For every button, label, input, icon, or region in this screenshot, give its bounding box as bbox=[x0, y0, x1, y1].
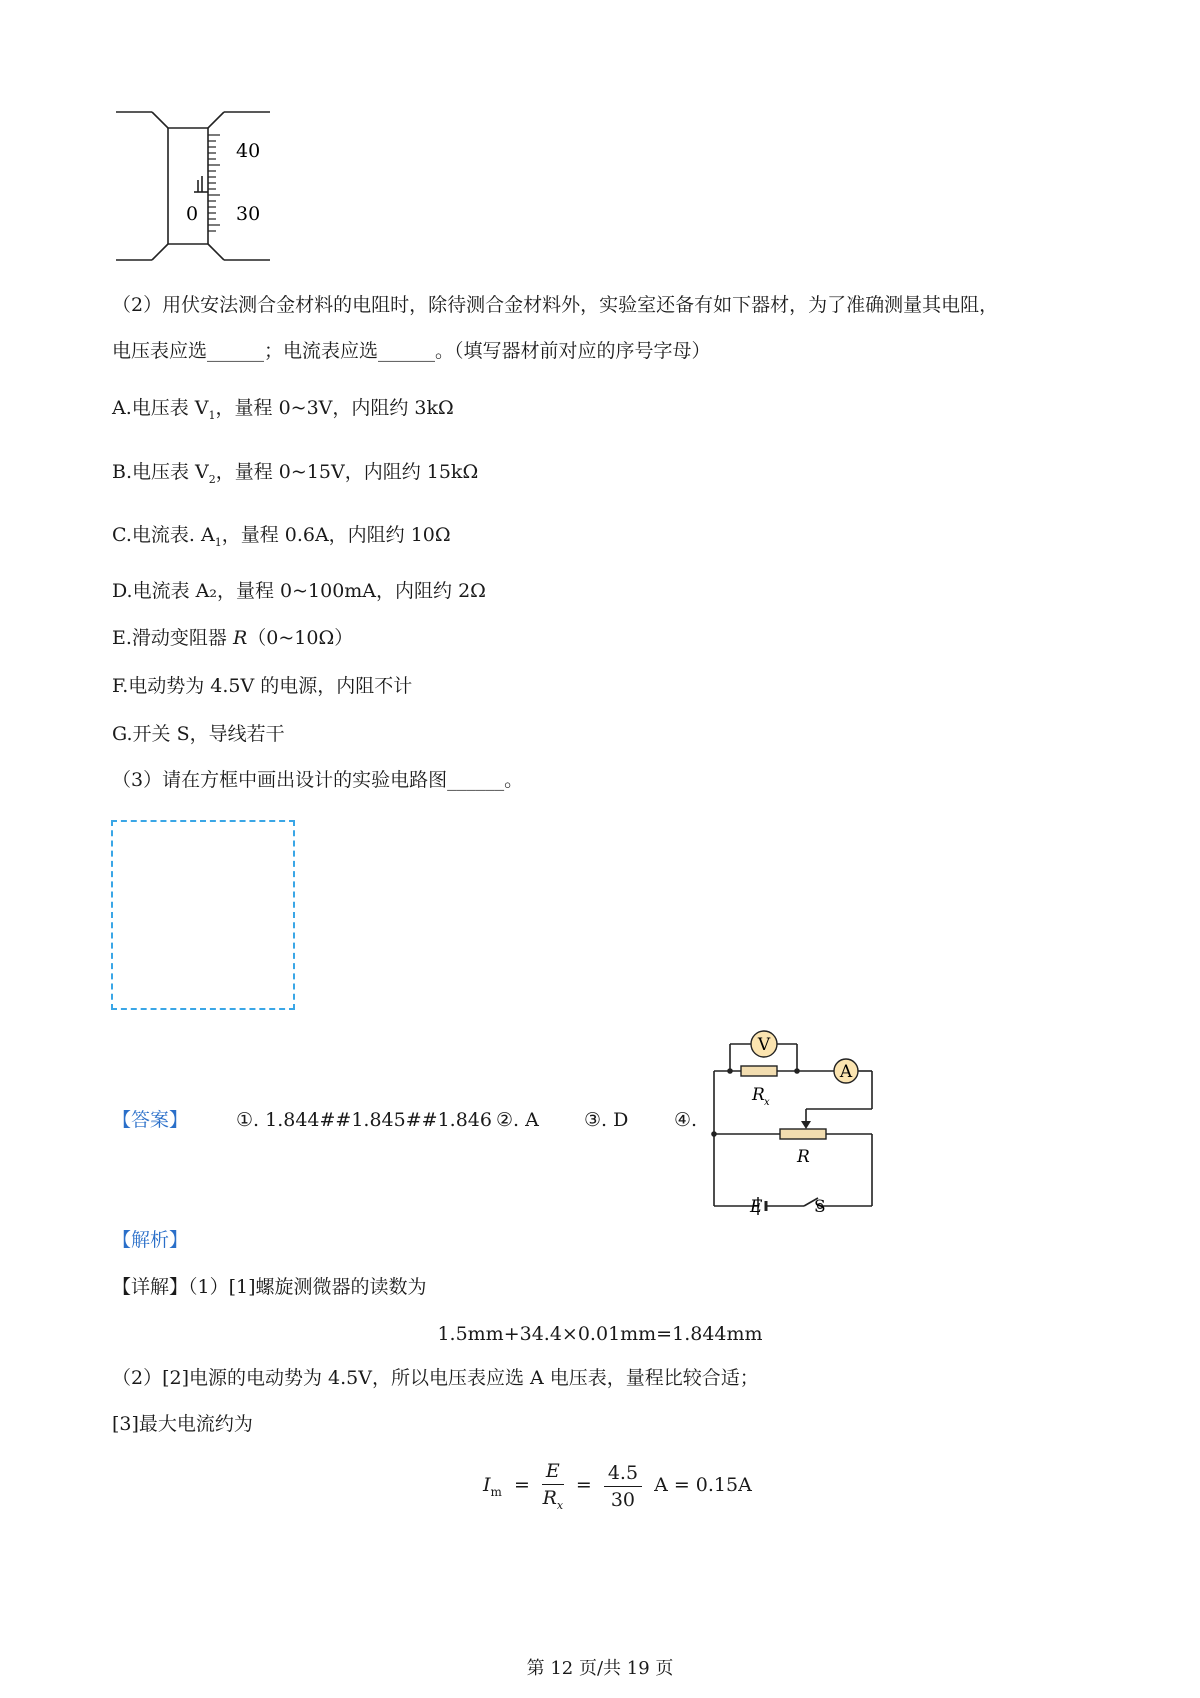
rx-sub-label: x bbox=[764, 1097, 770, 1108]
option-a-post: ，量程 0~3V，内阻约 3kΩ bbox=[215, 397, 454, 419]
fraction-num2: 4.5 bbox=[604, 1462, 642, 1487]
question3: （3）请在方框中画出设计的实验电路图______。 bbox=[112, 769, 524, 791]
answer-3: ③. D bbox=[584, 1109, 629, 1131]
battery-label: E bbox=[750, 1197, 763, 1216]
answer-2: ②. A bbox=[496, 1109, 539, 1131]
answer-label: 【答案】 bbox=[112, 1109, 189, 1131]
option-b-sub: 2 bbox=[208, 473, 216, 486]
question2-line1: （2）用伏安法测合金材料的电阻时，除待测合金材料外，实验室还备有如下器材，为了准确测量其电阻， bbox=[112, 294, 999, 316]
answer-1: ①. 1.844##1.845##1.846 bbox=[236, 1109, 492, 1131]
option-d: D.电流表 A₂，量程 0~100mA，内阻约 2Ω bbox=[112, 580, 486, 602]
detail-line2: （2）[2]电源的电动势为 4.5V，所以电压表应选 A 电压表，量程比较合适； bbox=[112, 1367, 759, 1389]
option-c-post: ，量程 0.6A，内阻约 10Ω bbox=[221, 524, 451, 546]
current-formula bbox=[483, 1460, 752, 1512]
option-a bbox=[112, 394, 454, 430]
option-c-sub: 1 bbox=[214, 536, 222, 549]
micrometer-label-0: 0 bbox=[186, 203, 199, 225]
option-e-pre: E.滑动变阻器 bbox=[112, 627, 233, 649]
option-f: F.电动势为 4.5V 的电源，内阻不计 bbox=[112, 675, 413, 697]
option-e bbox=[112, 624, 353, 652]
circuit-diagram bbox=[700, 1026, 890, 1216]
rx-label: R bbox=[752, 1085, 765, 1105]
fraction-e-rx bbox=[542, 1460, 564, 1512]
formula-lhs: I bbox=[483, 1474, 491, 1496]
fraction-den1-sub: x bbox=[556, 1499, 564, 1512]
fraction-den2: 30 bbox=[610, 1488, 636, 1511]
rx-resistor bbox=[741, 1066, 777, 1076]
option-e-var: R bbox=[232, 627, 248, 649]
analysis-label: 【解析】 bbox=[112, 1229, 189, 1251]
drawing-box bbox=[111, 820, 295, 1010]
option-a-sub: 1 bbox=[208, 409, 216, 422]
rheostat bbox=[780, 1129, 826, 1139]
detail-text1: （1）[1]螺旋测微器的读数为 bbox=[188, 1276, 427, 1298]
detail-label: 【详解】 bbox=[112, 1276, 189, 1298]
rheostat-label: R bbox=[797, 1147, 810, 1167]
option-g: G.开关 S，导线若干 bbox=[112, 723, 285, 745]
ammeter-label: A bbox=[839, 1062, 853, 1082]
fraction-den1: R bbox=[542, 1487, 557, 1509]
page-footer: 第 12 页/共 19 页 bbox=[526, 1658, 674, 1679]
detail-line3: [3]最大电流约为 bbox=[112, 1413, 253, 1435]
option-b bbox=[112, 458, 478, 494]
formula-eq1: = bbox=[513, 1474, 530, 1496]
option-b-pre: B.电压表 V bbox=[112, 461, 209, 483]
detail-line1 bbox=[112, 1273, 427, 1301]
answer-4: ④. bbox=[674, 1109, 698, 1131]
micrometer-figure bbox=[110, 100, 280, 270]
formula-lhs-sub: m bbox=[490, 1485, 502, 1499]
formula-eq2: = bbox=[575, 1474, 592, 1496]
formula-reading: 1.5mm+34.4×0.01mm=1.844mm bbox=[437, 1323, 763, 1345]
option-a-pre: A.电压表 V bbox=[112, 397, 209, 419]
fraction-numbers bbox=[604, 1462, 642, 1511]
question2-line2: 电压表应选______；电流表应选______。（填写器材前对应的序号字母） bbox=[112, 340, 711, 362]
voltmeter-label: V bbox=[757, 1035, 771, 1055]
micrometer-label-30: 30 bbox=[236, 203, 261, 225]
option-e-post: （0~10Ω） bbox=[247, 627, 354, 649]
option-c-pre: C.电流表. A bbox=[112, 524, 215, 546]
option-b-post: ，量程 0~15V，内阻约 15kΩ bbox=[215, 461, 479, 483]
switch-label: S bbox=[814, 1197, 826, 1216]
formula-result: A = 0.15A bbox=[654, 1474, 752, 1496]
micrometer-label-40: 40 bbox=[236, 140, 261, 162]
option-c bbox=[112, 521, 451, 557]
fraction-num1: E bbox=[542, 1460, 564, 1485]
